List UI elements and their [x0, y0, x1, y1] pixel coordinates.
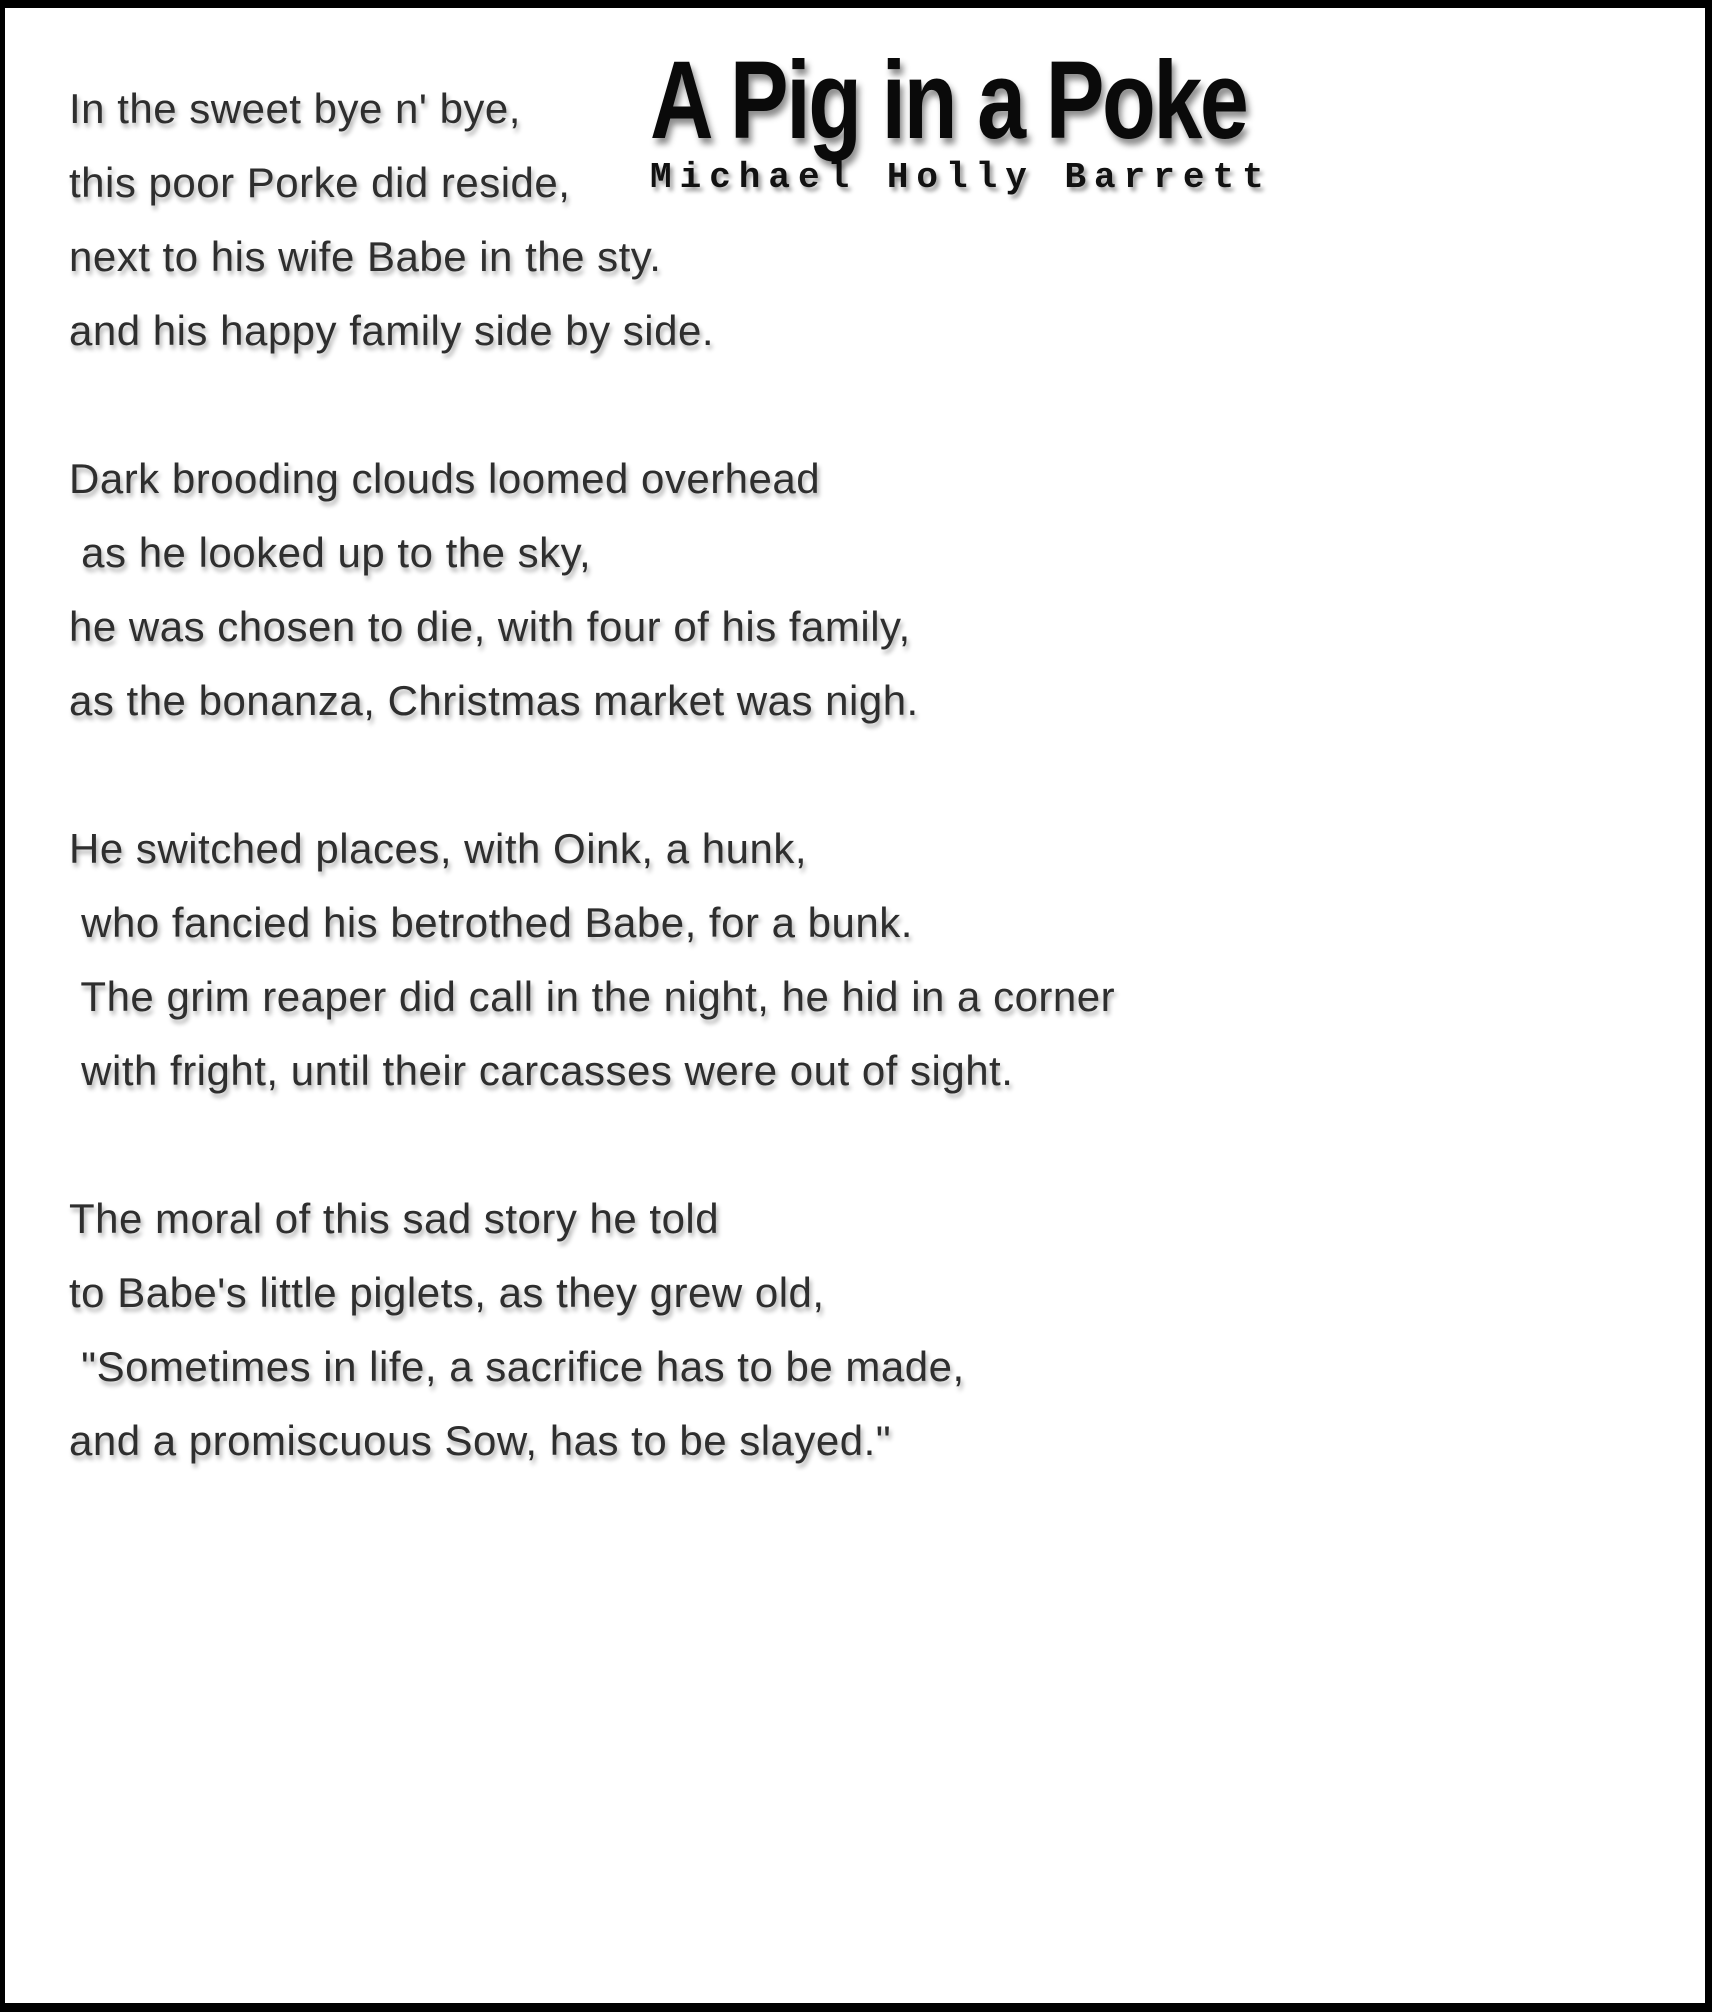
- poem-line: The grim reaper did call in the night, he hid in a corner: [69, 973, 1116, 1020]
- poem-body: [69, 72, 1469, 1478]
- poem-line: who fancied his betrothed Babe, for a bunk.: [69, 899, 913, 946]
- poem-line: as he looked up to the sky,: [69, 529, 592, 576]
- stanza-4: [69, 1182, 1469, 1478]
- poem-title: A Pig in a Poke: [650, 39, 1247, 162]
- stanza-1: [69, 72, 1469, 368]
- poem-line: The moral of this sad story he told: [69, 1195, 720, 1242]
- stanza-2: [69, 442, 1469, 738]
- poem-line: "Sometimes in life, a sacrifice has to be made,: [69, 1343, 965, 1390]
- poem-line: next to his wife Babe in the sty.: [69, 233, 662, 280]
- poem-line: He switched places, with Oink, a hunk,: [69, 825, 808, 872]
- poem-line: this poor Porke did reside,: [69, 159, 571, 206]
- poem-line: to Babe's little piglets, as they grew old,: [69, 1269, 825, 1316]
- poem-line: as the bonanza, Christmas market was nigh.: [69, 677, 919, 724]
- poem-author: Michael Holly Barrett: [650, 157, 1272, 198]
- poem-line: Dark brooding clouds loomed overhead: [69, 455, 821, 502]
- poem-line: he was chosen to die, with four of his family,: [69, 603, 911, 650]
- poem-line: In the sweet bye n' bye,: [69, 85, 521, 132]
- poem-line: with fright, until their carcasses were out of sight.: [69, 1047, 1014, 1094]
- poem-line: and a promiscuous Sow, has to be slayed.": [69, 1417, 892, 1464]
- poem-line: and his happy family side by side.: [69, 307, 715, 354]
- stanza-3: [69, 812, 1469, 1108]
